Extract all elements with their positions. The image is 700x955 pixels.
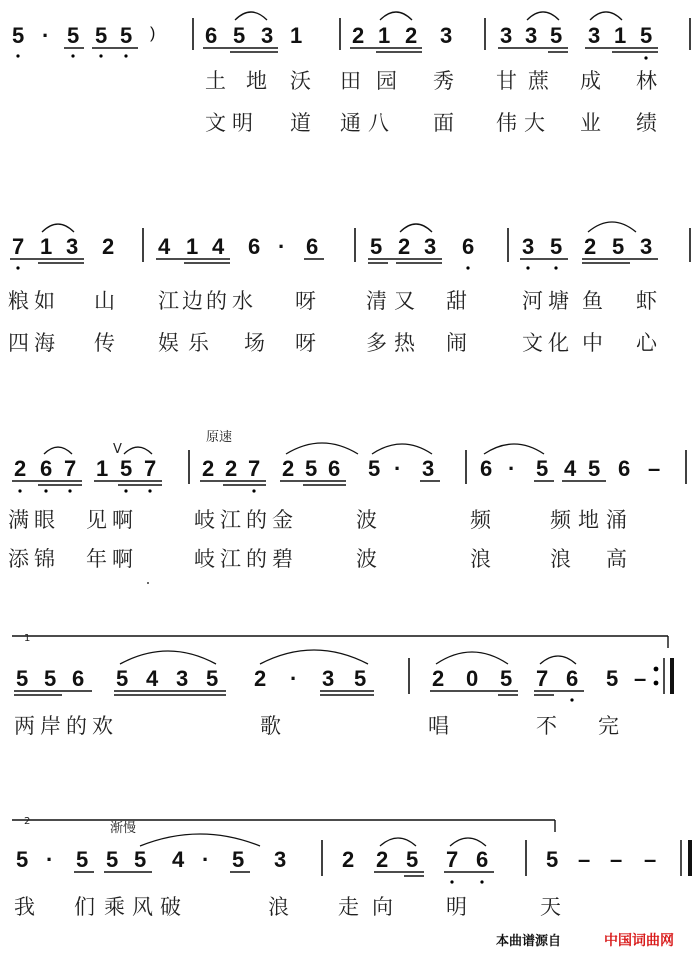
- note: 3: [588, 23, 601, 48]
- low-dot: [99, 54, 102, 57]
- note: 5: [95, 23, 108, 48]
- note: 4: [212, 234, 225, 259]
- lyric: 的: [246, 547, 267, 571]
- lyric: 碧: [272, 547, 293, 571]
- low-dot: [16, 266, 19, 269]
- note: 2: [254, 666, 267, 691]
- slur: [380, 838, 416, 846]
- lyric: 伟: [496, 111, 517, 135]
- lyric: 唱: [428, 714, 449, 738]
- note: 6: [476, 847, 489, 872]
- lyric: 绩: [636, 111, 657, 135]
- note: 1: [96, 456, 109, 481]
- dot-extension: ·: [202, 847, 210, 872]
- lyric: 频: [470, 508, 491, 532]
- dot-extension: ·: [46, 847, 54, 872]
- note: 0: [466, 666, 479, 691]
- note: 2: [342, 847, 355, 872]
- note: 3: [424, 234, 437, 259]
- lyric: 岐: [194, 547, 215, 571]
- lyric: 中: [582, 331, 603, 355]
- lyric: 乐: [188, 331, 209, 355]
- lyric: 江: [220, 508, 241, 532]
- note: 1: [378, 23, 391, 48]
- lyric: 如: [34, 289, 55, 313]
- note: 3: [525, 23, 538, 48]
- slur: [484, 444, 544, 454]
- volta-number: 1: [24, 633, 31, 644]
- low-dot: [480, 880, 483, 883]
- slur: [124, 447, 152, 454]
- lyric: 场: [244, 331, 265, 355]
- note: 5: [606, 666, 619, 691]
- note: 5: [546, 847, 559, 872]
- note: 4: [158, 234, 171, 259]
- low-dot: [554, 266, 557, 269]
- note: 2: [202, 456, 215, 481]
- note: 6: [462, 234, 475, 259]
- lyric: 面: [433, 111, 454, 135]
- lyric: 走: [338, 895, 359, 919]
- lyric: 粮: [8, 289, 29, 313]
- lyric: 江: [158, 289, 179, 313]
- source-label: 本曲谱源自: [496, 934, 562, 949]
- slur: [260, 650, 368, 664]
- lyric: 高: [606, 547, 627, 571]
- breath-mark: V: [113, 442, 122, 457]
- note: 6: [306, 234, 319, 259]
- lyric: 甘: [496, 69, 517, 93]
- lyric: 清: [366, 289, 387, 313]
- system-2: [8, 222, 690, 355]
- lyric: 地: [246, 69, 267, 93]
- low-dot: [68, 489, 71, 492]
- slur: [42, 224, 74, 232]
- note: 6: [248, 234, 261, 259]
- note: 2: [352, 23, 365, 48]
- dash-extension: –: [634, 666, 647, 691]
- lyric: 岸: [40, 714, 61, 738]
- lyric: 塘: [548, 289, 569, 313]
- dot-extension: ·: [278, 234, 286, 259]
- lyric: 年: [86, 547, 107, 571]
- slur: [436, 652, 508, 664]
- note: 4: [146, 666, 159, 691]
- lyric: 娱: [158, 331, 179, 355]
- lyric: 边: [182, 289, 203, 313]
- note: 5: [406, 847, 419, 872]
- note: 2: [102, 234, 115, 259]
- lyric: 心: [636, 331, 657, 355]
- dot-extension: ·: [508, 456, 516, 481]
- dash-extension: –: [648, 456, 661, 481]
- slur: [540, 656, 576, 664]
- dash-extension: –: [610, 847, 623, 872]
- note: 4: [172, 847, 185, 872]
- note: 7: [12, 234, 25, 259]
- note: 6: [618, 456, 631, 481]
- lyric: 通: [340, 111, 361, 135]
- footer: [496, 932, 674, 949]
- slur: [44, 447, 72, 454]
- note: 3: [640, 234, 653, 259]
- lyric: 文: [205, 111, 226, 135]
- lyric: 山: [94, 289, 115, 313]
- note: 5: [134, 847, 147, 872]
- slur: [450, 838, 486, 846]
- lyric: 满: [8, 508, 29, 532]
- lyric: 园: [376, 69, 397, 93]
- low-dot: [526, 266, 529, 269]
- low-dot: [124, 489, 127, 492]
- lyric: 我: [14, 895, 35, 919]
- lyric: 田: [340, 69, 361, 93]
- note: 5: [370, 234, 383, 259]
- system-3: [8, 429, 686, 584]
- note: 5: [206, 666, 219, 691]
- note: 3: [274, 847, 287, 872]
- note: 5: [120, 456, 133, 481]
- lyric: 见: [86, 508, 107, 532]
- lyric: 化: [548, 331, 569, 355]
- lyric: 金: [272, 508, 293, 532]
- note: 5: [120, 23, 133, 48]
- note: 7: [144, 456, 157, 481]
- dash-extension: –: [578, 847, 591, 872]
- lyric: 呀: [295, 289, 316, 313]
- note: 5: [612, 234, 625, 259]
- lyric: 四: [8, 331, 29, 355]
- stray-dot: [147, 582, 149, 584]
- lyric: 啊: [112, 547, 133, 571]
- paren-close: ): [150, 25, 156, 42]
- note: 1: [186, 234, 199, 259]
- lyric: 波: [356, 547, 377, 571]
- dot-extension: ·: [290, 666, 298, 691]
- note: 7: [248, 456, 261, 481]
- lyric: 啊: [112, 508, 133, 532]
- note: 5: [44, 666, 57, 691]
- note: 5: [550, 234, 563, 259]
- lyric: 不: [536, 714, 557, 738]
- note: 2: [405, 23, 418, 48]
- lyric: 浪: [550, 547, 571, 571]
- lyric: 向: [372, 895, 393, 919]
- note: 5: [640, 23, 653, 48]
- lyric: 浪: [268, 895, 289, 919]
- note: 1: [40, 234, 53, 259]
- lyric: 添: [8, 547, 29, 571]
- slur: [372, 444, 432, 454]
- note: 3: [422, 456, 435, 481]
- lyric: 的: [66, 714, 87, 738]
- note: 6: [205, 23, 218, 48]
- lyric: 虾: [636, 289, 657, 313]
- note: 6: [328, 456, 341, 481]
- lyric: 明: [446, 895, 467, 919]
- note: 2: [14, 456, 27, 481]
- note: 5: [305, 456, 318, 481]
- note: 5: [550, 23, 563, 48]
- note: 1: [614, 23, 627, 48]
- lyric: 频: [550, 508, 571, 532]
- note: 4: [564, 456, 577, 481]
- lyric: 涌: [606, 508, 627, 532]
- slur: [590, 12, 622, 20]
- note: 5: [16, 666, 29, 691]
- note: 5: [354, 666, 367, 691]
- note: 3: [322, 666, 335, 691]
- low-dot: [124, 54, 127, 57]
- note: 5: [12, 23, 25, 48]
- lyric: 水: [232, 289, 253, 313]
- note: 3: [440, 23, 453, 48]
- note: 3: [522, 234, 535, 259]
- lyric: 呀: [295, 331, 316, 355]
- low-dot: [450, 880, 453, 883]
- note: 6: [72, 666, 85, 691]
- note: 6: [40, 456, 53, 481]
- note: 5: [368, 456, 381, 481]
- note: 2: [432, 666, 445, 691]
- lyric: 河: [522, 289, 543, 313]
- lyric: 闹: [446, 331, 467, 355]
- lyric: 们: [74, 895, 95, 919]
- slur: [588, 222, 636, 232]
- lyric: 欢: [92, 714, 113, 738]
- note: 5: [500, 666, 513, 691]
- note: 6: [566, 666, 579, 691]
- lyric: 秀: [433, 69, 454, 93]
- lyric: 业: [580, 111, 601, 135]
- low-dot: [18, 489, 21, 492]
- lyric: 的: [206, 289, 227, 313]
- note: 5: [588, 456, 601, 481]
- lyric: 传: [94, 331, 115, 355]
- lyric: 眼: [34, 508, 55, 532]
- lyric: 的: [246, 508, 267, 532]
- low-dot: [71, 54, 74, 57]
- lyric: 地: [578, 508, 599, 532]
- note: 1: [290, 23, 303, 48]
- lyric: 林: [636, 69, 657, 93]
- note: 5: [116, 666, 129, 691]
- lyric: 多: [366, 331, 387, 355]
- low-dot: [44, 489, 47, 492]
- lyric: 鱼: [582, 289, 603, 313]
- dot-extension: ·: [42, 23, 50, 48]
- system-4: [12, 633, 672, 738]
- lyric: 文: [522, 331, 543, 355]
- system-1: [12, 12, 690, 135]
- note: 3: [66, 234, 79, 259]
- volta-number: 2: [24, 816, 31, 827]
- lyric: 江: [220, 547, 241, 571]
- note: 5: [106, 847, 119, 872]
- low-dot: [570, 698, 573, 701]
- note: 5: [536, 456, 549, 481]
- lyric: 海: [34, 331, 55, 355]
- note: 7: [64, 456, 77, 481]
- dot-extension: ·: [394, 456, 402, 481]
- site-name[interactable]: 中国词曲网: [604, 933, 674, 949]
- lyric: 岐: [194, 508, 215, 532]
- dash-extension: –: [644, 847, 657, 872]
- repeat-dot: [654, 681, 659, 686]
- lyric: 又: [394, 289, 415, 313]
- slur: [235, 12, 267, 20]
- slur: [286, 443, 358, 454]
- note: 5: [76, 847, 89, 872]
- note: 3: [261, 23, 274, 48]
- lyric: 波: [356, 508, 377, 532]
- note: 3: [500, 23, 513, 48]
- lyric: 歌: [260, 714, 281, 738]
- lyric: 道: [290, 111, 311, 135]
- note: 2: [376, 847, 389, 872]
- repeat-dot: [654, 667, 659, 672]
- low-dot: [16, 54, 19, 57]
- lyric: 成: [580, 69, 601, 93]
- tempo-mark: 原速: [206, 430, 233, 445]
- lyric: 完: [598, 714, 619, 738]
- note: 5: [16, 847, 29, 872]
- slur: [400, 224, 432, 232]
- lyric: 大: [524, 111, 545, 135]
- lyric: 八: [368, 111, 389, 135]
- note: 7: [536, 666, 549, 691]
- system-5: [12, 816, 690, 919]
- lyric: 甜: [446, 289, 467, 313]
- lyric: 风: [132, 895, 153, 919]
- slur: [380, 12, 412, 20]
- note: 2: [584, 234, 597, 259]
- slur: [140, 834, 260, 846]
- low-dot: [644, 56, 647, 59]
- lyric: 天: [540, 895, 561, 919]
- note: 2: [282, 456, 295, 481]
- note: 5: [67, 23, 80, 48]
- lyric: 明: [232, 111, 253, 135]
- slur: [120, 651, 216, 664]
- note: 6: [480, 456, 493, 481]
- note: 7: [446, 847, 459, 872]
- lyric: 两: [14, 714, 35, 738]
- note: 5: [233, 23, 246, 48]
- low-dot: [466, 266, 469, 269]
- lyric: 乘: [104, 895, 125, 919]
- note: 3: [176, 666, 189, 691]
- lyric: 破: [160, 895, 181, 919]
- low-dot: [148, 489, 151, 492]
- lyric: 沃: [290, 69, 311, 93]
- lyric: 浪: [470, 547, 491, 571]
- note: 2: [225, 456, 238, 481]
- slur: [527, 12, 559, 20]
- note: 2: [398, 234, 411, 259]
- lyric: 锦: [34, 547, 55, 571]
- lyric: 热: [394, 331, 415, 355]
- lyric: 土: [205, 69, 226, 93]
- lyric: 蔗: [528, 69, 549, 93]
- tempo-mark: 渐慢: [110, 821, 137, 836]
- low-dot: [252, 489, 255, 492]
- note: 5: [232, 847, 245, 872]
